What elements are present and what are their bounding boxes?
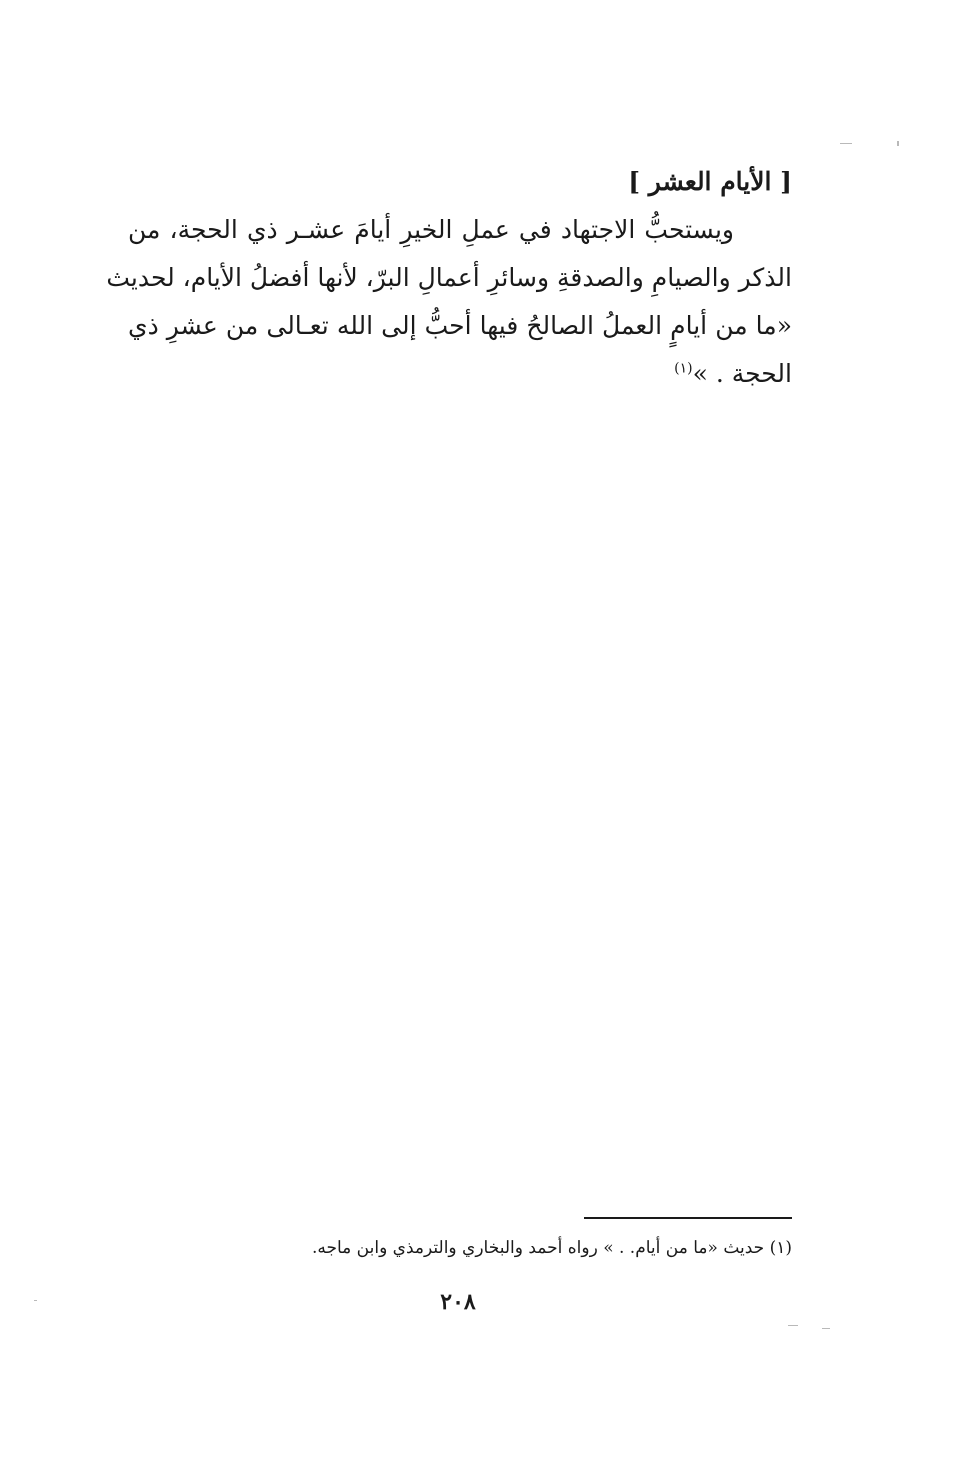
scan-speck — [840, 143, 852, 144]
footnote-reference: (١) — [674, 360, 693, 377]
scan-speck — [822, 1328, 830, 1329]
paragraph-last-line — [128, 350, 792, 398]
footnote-divider — [584, 1217, 792, 1219]
scan-speck — [897, 141, 899, 146]
scan-speck — [788, 1325, 798, 1326]
paragraph-line: ويستحبُّ الاجتهاد في عملِ الخيرِ أيامَ عشـر ذي الحجة، من — [128, 215, 734, 244]
body-paragraph — [106, 206, 792, 398]
paragraph-line-text: الحجة . » — [692, 359, 792, 388]
section-heading: [ الأيام العشر ] — [628, 167, 792, 196]
paragraph-line: الذكر والصيامِ والصدقةِ وسائرِ أعمالِ البرّ، لأنها أفضلُ الأيام، لحديث — [106, 263, 792, 292]
paragraph-line: «ما من أيامٍ العملُ الصالحُ فيها أحبُّ إلى الله تعـالى من عشرِ ذي — [128, 311, 792, 340]
scan-speck — [34, 1300, 37, 1301]
page-number: ٢٠٨ — [440, 1289, 476, 1315]
footnote: (١) حديث «ما من أيام. . » رواه أحمد والبخاري والترمذي وابن ماجه. — [311, 1238, 792, 1258]
main-text — [106, 160, 792, 398]
